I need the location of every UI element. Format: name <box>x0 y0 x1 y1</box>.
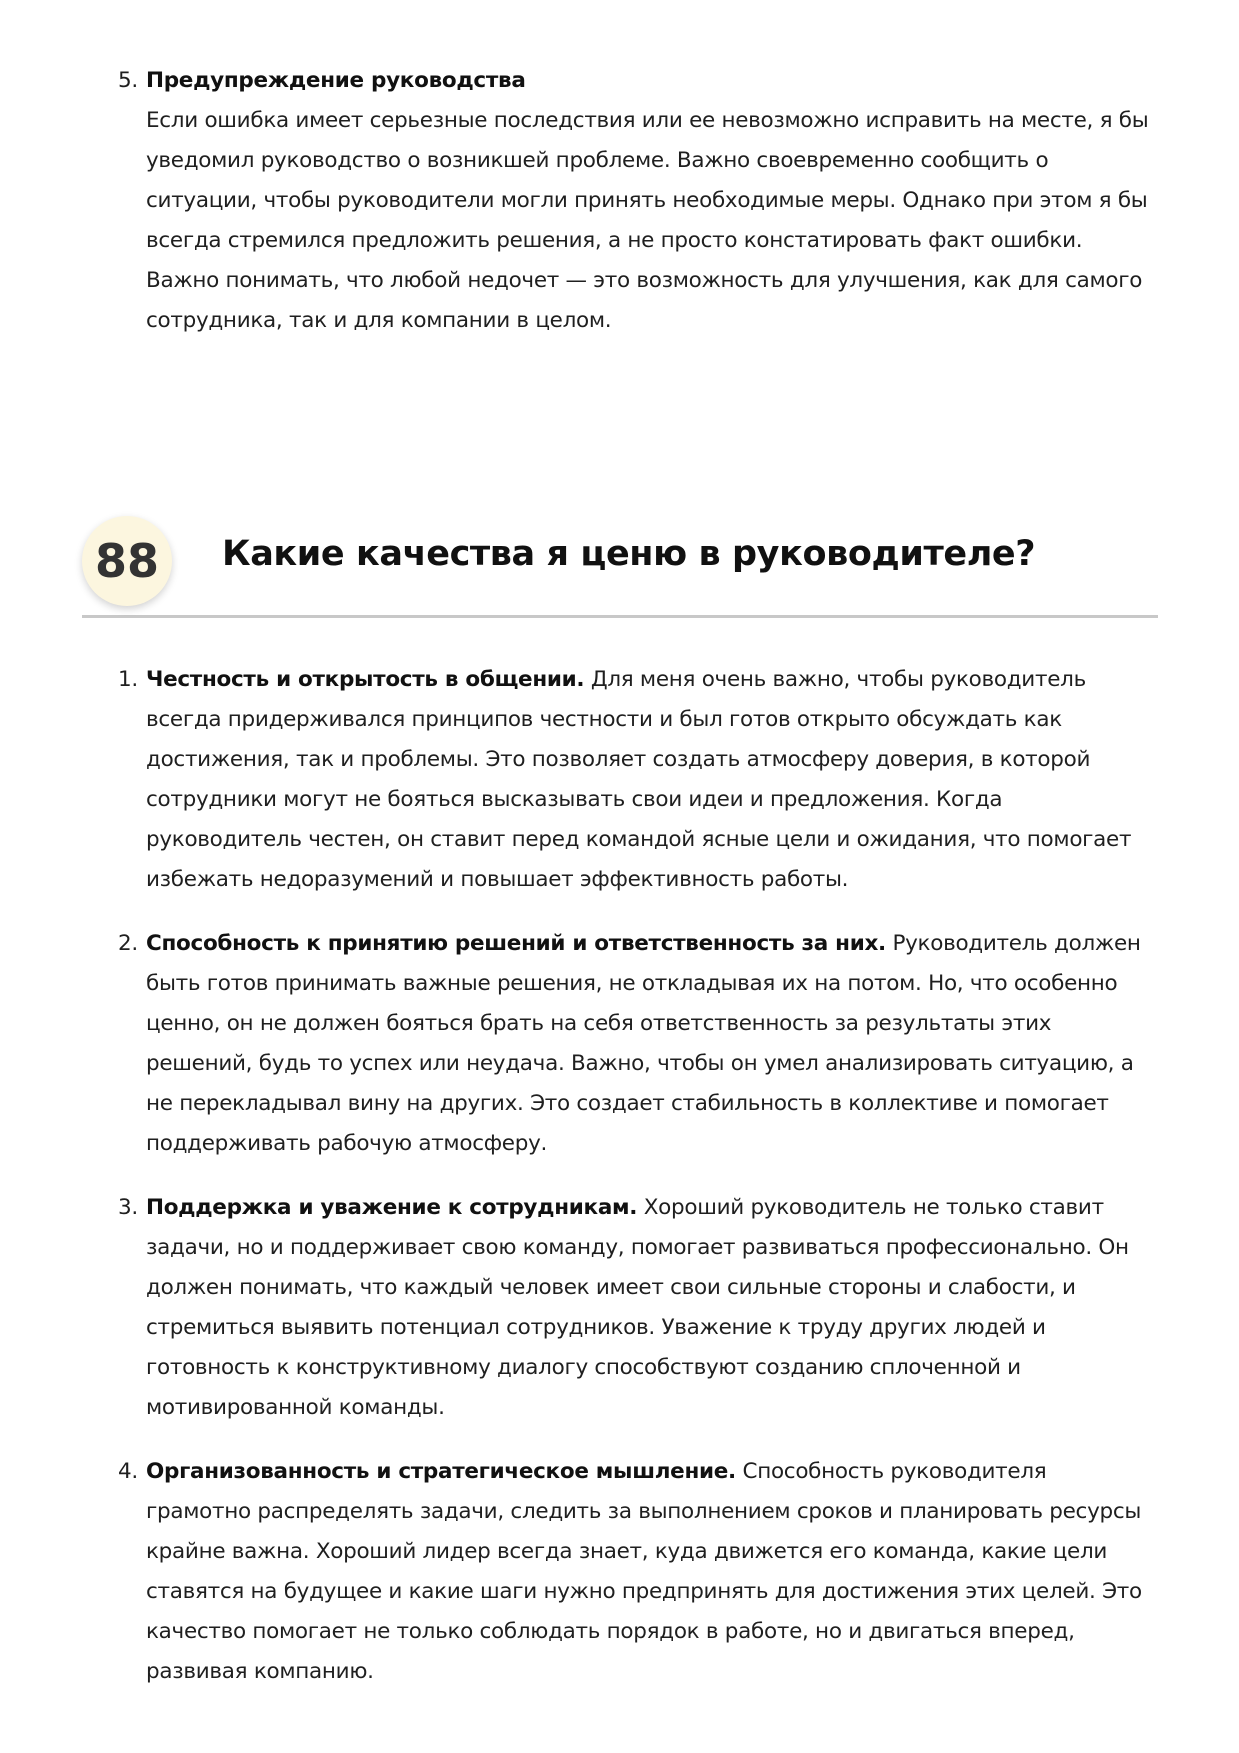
list-item-5 <box>118 61 1156 341</box>
list-item-title: Организованность и стратегическое мышление. <box>146 1459 736 1484</box>
list-item-text: Для меня очень важно, чтобы руководитель всегда придерживался принципов честности и был готов открыто обсуждать как достижения, так и проблемы. Это позволяет создать атмосферу доверия, в которой сотрудники могут не бояться высказывать свои идеи и предложения. Когда руководитель честен, он ставит перед командой ясные цели и ожидания, что помогает избежать недоразумений и повышает эффективность работы. <box>146 667 1132 892</box>
list-item-text: Руководитель должен быть готов принимать важные решения, не откладывая их на потом. Но, что особенно ценно, он не должен бояться брать на себя ответственность за результаты этих решений, будь то успех или неудача. Важно, чтобы он умел анализировать ситуацию, а не перекладывал вину на других. Это создает стабильность в коллективе и помогает поддерживать рабочую атмосферу. <box>146 931 1141 1156</box>
list-item-title: Способность к принятию решений и ответственность за них. <box>146 931 886 956</box>
list-item-text: Если ошибка имеет серьезные последствия или ее невозможно исправить на месте, я бы уведомил руководство о возникшей проблеме. Важно своевременно сообщить о ситуации, чтобы руководители могли принять необходимые меры. Однако при этом я бы всегда стремился предложить решения, а не просто констатировать факт ошибки. Важно понимать, что любой недочет — это возможность для улучшения, как для самого сотрудника, так и для компании в целом. <box>146 108 1149 333</box>
section-header <box>82 512 1158 618</box>
list-item-title: Предупреждение руководства <box>146 68 526 93</box>
list-item-3 <box>118 1188 1156 1428</box>
section-title: Какие качества я ценю в руководителе? <box>222 534 1036 574</box>
list-item-2 <box>118 924 1156 1164</box>
list-item-text: Способность руководителя грамотно распределять задачи, следить за выполнением сроков и планировать ресурсы крайне важна. Хороший лидер всегда знает, куда движется его команда, какие цели ставятся на будущее и какие шаги нужно предпринять для достижения этих целей. Это качество помогает не только соблюдать порядок в работе, но и двигаться вперед, развивая компанию. <box>146 1459 1142 1684</box>
list-item-number: 5. <box>118 68 138 93</box>
list-item-4 <box>118 1452 1156 1692</box>
list-item-number: 3. <box>118 1195 138 1220</box>
list-item-title: Поддержка и уважение к сотрудникам. <box>146 1195 638 1220</box>
list-item-title: Честность и открытость в общении. <box>146 667 585 692</box>
list-item-1 <box>118 660 1156 900</box>
section-number-badge: 88 <box>82 516 172 606</box>
list-item-number: 2. <box>118 931 138 956</box>
list-item-number: 1. <box>118 667 138 692</box>
list-item-number: 4. <box>118 1459 138 1484</box>
list-item-text: Хороший руководитель не только ставит задачи, но и поддерживает свою команду, помогает развиваться профессионально. Он должен понимать, что каждый человек имеет свои сильные стороны и слабости, и стремиться выявить потенциал сотрудников. Уважение к труду других людей и готовность к конструктивному диалогу способствуют созданию сплоченной и мотивированной команды. <box>146 1195 1129 1420</box>
